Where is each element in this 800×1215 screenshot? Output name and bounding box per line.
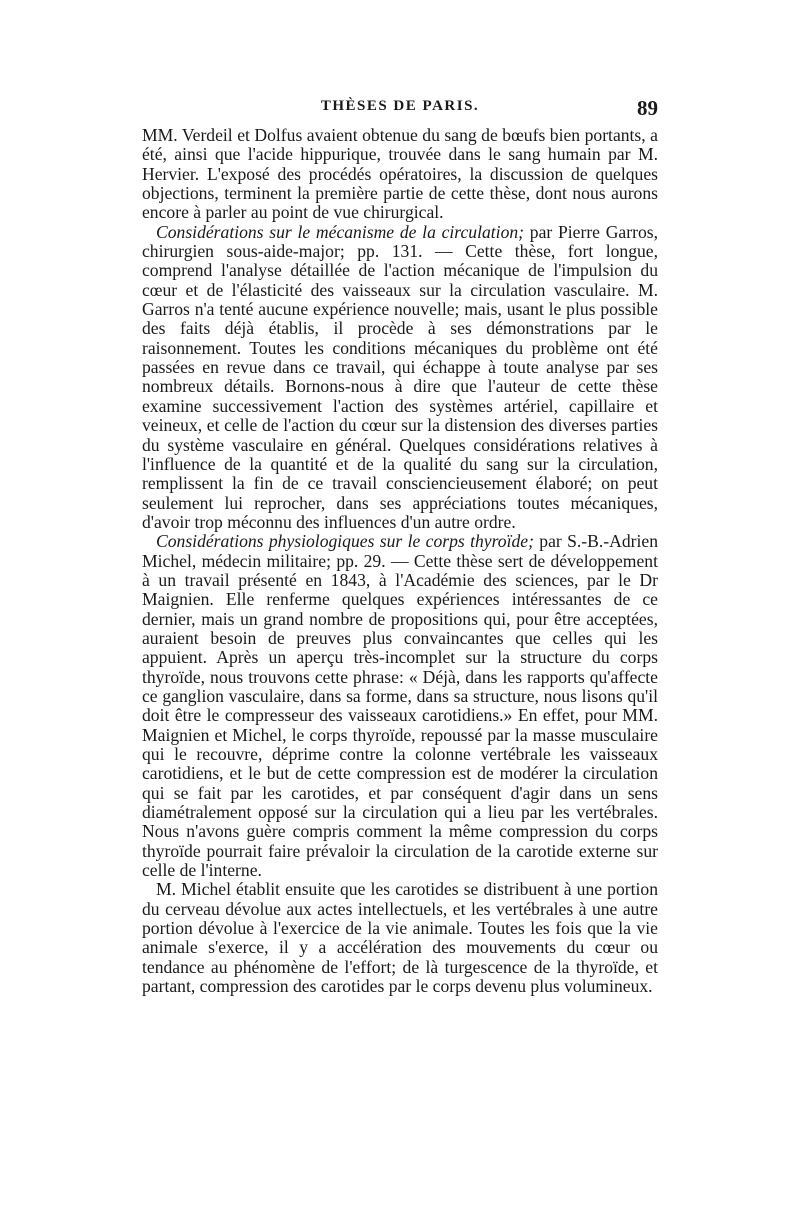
- running-title: THÈSES DE PARIS.: [320, 98, 480, 114]
- paragraph-text: M. Michel établit ensuite que les carotides se distribuent à une portion du cerveau dévolue aux actes intellectuels, et les vertébrales à une autre portion dévolue à l'exercice de la vie animale. Toutes les fois que la vie animale s'exerce, il y a accélération des mouvements du cœur ou tendance au phénomène de l'effort; de là turgescence de la thyroïde, et partant, compression des carotides par le corps devenu plus volumineux.: [142, 879, 658, 997]
- body-text: [142, 126, 658, 996]
- paragraph-text: MM. Verdeil et Dolfus avaient obtenue du sang de bœufs bien portants, a été, ainsi que l'acide hippurique, trouvée dans le sang humain par M. Hervier. L'exposé des procédés opératoires, la discussion de quelques objections, terminent la première partie de cette thèse, dont nous aurons encore à parler au point de vue chirurgical.: [142, 125, 658, 223]
- paragraph-2: [142, 223, 658, 533]
- paragraph-3: [142, 532, 658, 880]
- paragraph-text: par Pierre Garros, chirurgien sous-aide-major; pp. 131. — Cette thèse, fort longue, comprend l'analyse détaillée de l'action mécanique de l'impulsion du cœur et de l'élasticité des vaisseaux sur la circulation vasculaire. M. Garros n'a tenté aucune expérience nouvelle; mais, usant le plus possible des faits déjà établis, il procède à ses démonstrations par le raisonnement. Toutes les conditions mécaniques du problème ont été passées en revue dans ce travail, qui échappe à toute analyse par ses nombreux détails. Bornons-nous à dire que l'auteur de cette thèse examine successivement l'action des systèmes artériel, capillaire et veineux, et celle de l'action du cœur sur la distension des diverses parties du système vasculaire en général. Quelques considérations relatives à l'influence de la quantité et de la qualité du sang sur la circulation, remplissent la fin de ce travail consciencieusement élaboré; on peut seulement lui reprocher, dans ses appréciations toutes mécaniques, d'avoir trop méconnu des influences d'un autre ordre.: [142, 221, 658, 532]
- paragraph-text: par S.-B.-Adrien Michel, médecin militaire; pp. 29. — Cette thèse sert de développement à un travail présenté en 1843, à l'Académie des sciences, par le Dr Maignien. Elle renferme quelques expériences intéressantes de ce dernier, mais un grand nombre de propositions qui, pour être acceptées, auraient besoin de preuves plus convaincantes que celles qui les appuient. Après un aperçu très-incomplet sur la structure du corps thyroïde, nous trouvons cette phrase: « Déjà, dans les rapports qu'affecte ce ganglion vasculaire, dans sa forme, dans sa structure, nous lisons qu'il doit être le compresseur des vaisseaux carotidiens.» En effet, pour MM. Maignien et Michel, le corps thyroïde, repoussé par la masse musculaire qui le recouvre, déprime contre la colonne vertébrale les vaisseaux carotidiens, et le but de cette compression est de modérer la circulation qui se fait par les carotides, et par conséquent d'agir dans un sens diamétralement opposé sur la circulation qui a lieu par les vertébrales. Nous n'avons guère compris comment la même compression du corps thyroïde pourrait faire prévaloir la circulation de la carotide externe sur celle de l'interne.: [142, 531, 659, 881]
- thesis-title: Considérations sur le mécanisme de la circulation;: [156, 221, 525, 242]
- paragraph-1: [142, 126, 658, 223]
- book-page: [142, 96, 658, 996]
- page-header: [142, 96, 658, 126]
- thesis-title: Considérations physiologiques sur le corps thyroïde;: [156, 531, 534, 552]
- page-number: 89: [637, 96, 658, 120]
- paragraph-4: [142, 880, 658, 996]
